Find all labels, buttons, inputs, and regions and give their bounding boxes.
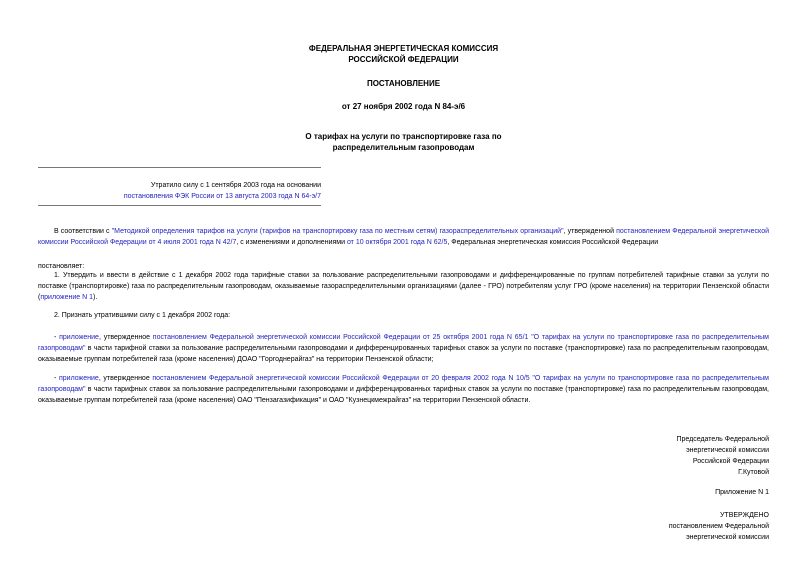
preamble-text-3: , с изменениями и дополнениями — [236, 239, 347, 246]
doc-type: ПОСТАНОВЛЕНИЕ — [366, 79, 441, 88]
decree-42-7-link[interactable]: постановлением Федеральной энергетической комиссии Российской Федерации от 4 июля 2001 года N 42/7 — [38, 228, 769, 246]
decree-65-1-link[interactable]: постановлением Федеральной энергетической комиссии Российской Федерации от 25 октября 2001 года N 65/1 "О тарифах на услуги по транспортировке газа по распределительным газопроводам" — [38, 334, 769, 352]
bullet-2-text-2: в части тарифных ставок за пользование распределительными газопроводами и дифференцированных тарифных ставок за услуги по поставке (транспортировке) газа по распределительным газопроводам, оказываемые группам потребителей газа (кроме населения) ОАО "Пензагазификация" и ОАО "Кузнецкмежрайгаз" на территории Пензенской области. — [38, 386, 769, 404]
decree-62-5-link[interactable]: от 10 октября 2001 года N 62/5 — [346, 239, 448, 246]
item-1-tail: ). — [93, 294, 98, 301]
preamble-text-4: , Федеральная энергетическая комиссия Российской Федерации — [447, 239, 659, 246]
signature-line3: Российской Федерации — [692, 458, 769, 465]
bullet-1-text-2: в части тарифной ставки за пользование распределительными газопроводами и дифференцированных тарифных ставок за услуги по поставке (транспортировке) газа по распределительным газопроводам, оказываемые группам потребителей газа (кроме населения) ДОАО "Горгоднерайгаз" на территории Пензенской области; — [38, 345, 769, 363]
bullet-1-appendix-link[interactable]: приложение — [59, 334, 99, 341]
bullet-2-paragraph — [38, 373, 769, 406]
preamble-paragraph — [38, 226, 769, 248]
approved-word: УТВЕРЖДЕНО — [719, 512, 769, 519]
bullet-2-text-1: , утвержденное — [98, 375, 153, 382]
methodology-link[interactable]: "Методикой определения тарифов на услуги (тарифов на транспортировку газа по местным сетям) газораспределительных организаций" — [111, 228, 564, 235]
bullet-2-dash: - — [54, 375, 59, 382]
preamble-text-1: В соответствии с — [54, 228, 112, 235]
status-note — [38, 180, 321, 202]
bullet-1-paragraph — [38, 332, 769, 365]
status-link[interactable]: постановления ФЭК России от 13 августа 2003 года N 64-э/7 — [123, 193, 321, 200]
doc-date: от 27 ноября 2002 года N 84-э/6 — [341, 102, 466, 111]
signature-line2: энергетической комиссии — [686, 447, 769, 454]
signature-name: Г.Кутовой — [738, 469, 769, 476]
appendix-1-link[interactable]: приложение N 1 — [40, 294, 93, 301]
decree-word: постановляет: — [38, 263, 85, 270]
item-1-paragraph — [38, 270, 769, 303]
preamble-text-2: , утвержденной — [563, 228, 617, 235]
decree-10-5-link[interactable]: постановлением Федеральной энергетической комиссии Российской Федерации от 20 февраля 2002 года N 10/5 "О тарифах на услуги по транспортировке газа по распределительным газопроводам" — [38, 375, 769, 393]
doc-title-line1: О тарифах на услуги по транспортировке газа по — [305, 132, 502, 141]
org-name-line1: ФЕДЕРАЛЬНАЯ ЭНЕРГЕТИЧЕСКАЯ КОМИССИЯ — [308, 44, 499, 53]
org-name-line2: РОССИЙСКОЙ ФЕДЕРАЦИИ — [348, 55, 459, 64]
approval-block — [669, 510, 769, 543]
status-line1: Утратило силу с 1 сентября 2003 года на основании — [150, 182, 321, 189]
bullet-1-text-1: , утвержденное — [98, 334, 153, 341]
divider-bottom — [38, 205, 321, 206]
approved-line1: постановлением Федеральной — [668, 523, 769, 530]
signature-line1: Председатель Федеральной — [676, 436, 769, 443]
appendix-label: Приложение N 1 — [715, 489, 769, 496]
doc-title-line2: распределительным газопроводам — [332, 143, 475, 152]
bullet-1-dash: - — [54, 334, 60, 341]
item-1-text: 1. Утвердить и ввести в действие с 1 декабря 2002 года тарифные ставки за пользование распределительными газопроводами и дифференцированные по группам потребителей тарифные ставки за услуги по поставке (транспортировке) газа по распределительным газопроводам, оказываемые газораспределительными организациями (далее - ГРО) потребителям услуг ГРО (кроме населения) на территории Пензенской области ( — [38, 272, 769, 301]
bullet-2-appendix-link[interactable]: приложение — [58, 375, 99, 382]
signature-block — [676, 434, 769, 478]
item-2-paragraph: 2. Признать утратившими силу с 1 декабря 2002 года: — [54, 312, 231, 319]
divider-top — [38, 167, 321, 168]
approved-line2: энергетической комиссии — [686, 534, 769, 541]
